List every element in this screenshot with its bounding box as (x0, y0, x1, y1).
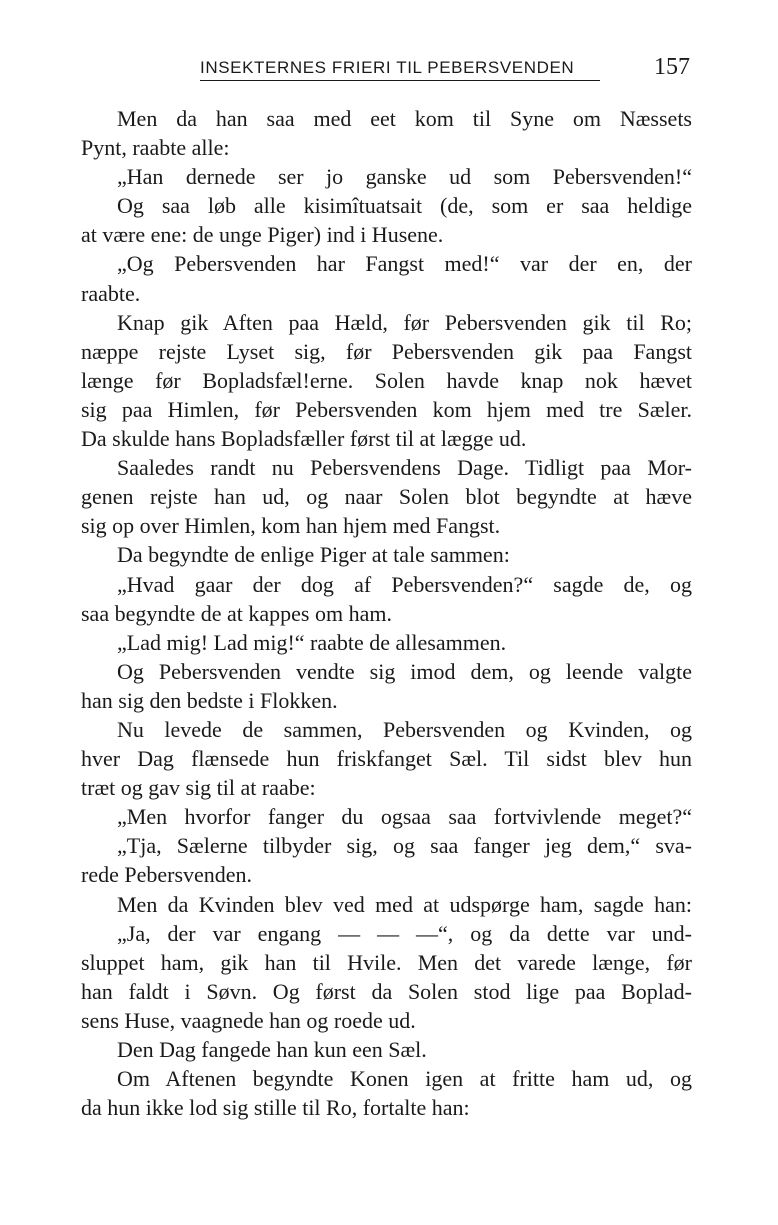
text-line: Men da han saa med eet kom til Syne om Næssets (117, 106, 692, 131)
text-line: træt og gav sig til at raabe: (81, 775, 316, 801)
text-line: sluppet ham, gik han til Hvile. Men det varede længe, før (81, 949, 692, 975)
text-line: Da skulde hans Bopladsfæller først til at lægge ud. (81, 426, 527, 452)
text-line: længe før Bopladsfæl!erne. Solen havde knap nok hævet (81, 367, 692, 393)
text-line: „Hvad gaar der dog af Pebersvenden?“ sagde de, og (117, 571, 692, 597)
text-line: genen rejste han ud, og naar Solen blot begyndte at hæve (81, 484, 692, 510)
running-title: INSEKTERNES FRIERI TIL PEBERSVENDEN (200, 58, 575, 77)
text-line: Knap gik Aften paa Hæld, før Pebersvenden gik til Ro; (117, 309, 692, 335)
text-line: hver Dag flænsede hun friskfanget Sæl. Til sidst blev hun (81, 746, 692, 772)
text-line: „Og Pebersvenden har Fangst med!“ var der en, der (117, 251, 692, 277)
text-line: Da begyndte de enlige Piger at tale sammen: (117, 542, 510, 568)
text-line: Saaledes randt nu Pebersvendens Dage. Tidligt paa Mor- (117, 455, 692, 481)
body-text (81, 104, 692, 1122)
text-line: Og saa løb alle kisimîtuatsait (de, som er saa heldige (117, 193, 692, 219)
text-line: Om Aftenen begyndte Konen igen at fritte ham ud, og (117, 1066, 692, 1092)
text-line: Nu levede de sammen, Pebersvenden og Kvinden, og (117, 716, 692, 742)
text-line: da hun ikke lod sig stille til Ro, fortalte han: (81, 1095, 470, 1121)
text-line: „Lad mig! Lad mig!“ raabte de allesammen. (117, 629, 507, 655)
text-line: Og Pebersvenden vendte sig imod dem, og leende valgte (117, 658, 692, 684)
text-line: sig paa Himlen, før Pebersvenden kom hjem med tre Sæler. (81, 396, 692, 422)
text-line: „Han dernede ser jo ganske ud som Pebersvenden!“ (117, 164, 692, 190)
text-line: rede Pebersvenden. (81, 862, 253, 888)
text-line: „Tja, Sælerne tilbyder sig, og saa fanger jeg dem,“ sva- (117, 833, 692, 859)
text-line: saa begyndte de at kappes om ham. (81, 600, 392, 626)
text-line: „Men hvorfor fanger du ogsaa saa fortvivlende meget?“ (117, 804, 692, 830)
text-line: Pynt, raabte alle: (81, 135, 230, 161)
text-line: han faldt i Søvn. Og først da Solen stod lige paa Boplad- (81, 978, 692, 1004)
text-line: sens Huse, vaagnede han og roede ud. (81, 1007, 416, 1033)
text-line: Den Dag fangede han kun een Sæl. (117, 1037, 427, 1062)
page-number: 157 (654, 54, 690, 80)
text-line: raabte. (81, 280, 141, 306)
header-rule (200, 80, 600, 81)
text-line: han sig den bedste i Flokken. (81, 687, 338, 713)
text-line: at være ene: de unge Piger) ind i Husene. (81, 222, 444, 248)
text-line: sig op over Himlen, kom han hjem med Fangst. (81, 513, 501, 539)
text-line: næppe rejste Lyset sig, før Pebersvenden gik paa Fangst (81, 338, 692, 364)
running-head (200, 56, 690, 86)
text-line: Men da Kvinden blev ved med at udspørge ham, sagde han: (117, 891, 692, 917)
text-line: „Ja, der var engang — — —“, og da dette var und- (117, 920, 692, 946)
